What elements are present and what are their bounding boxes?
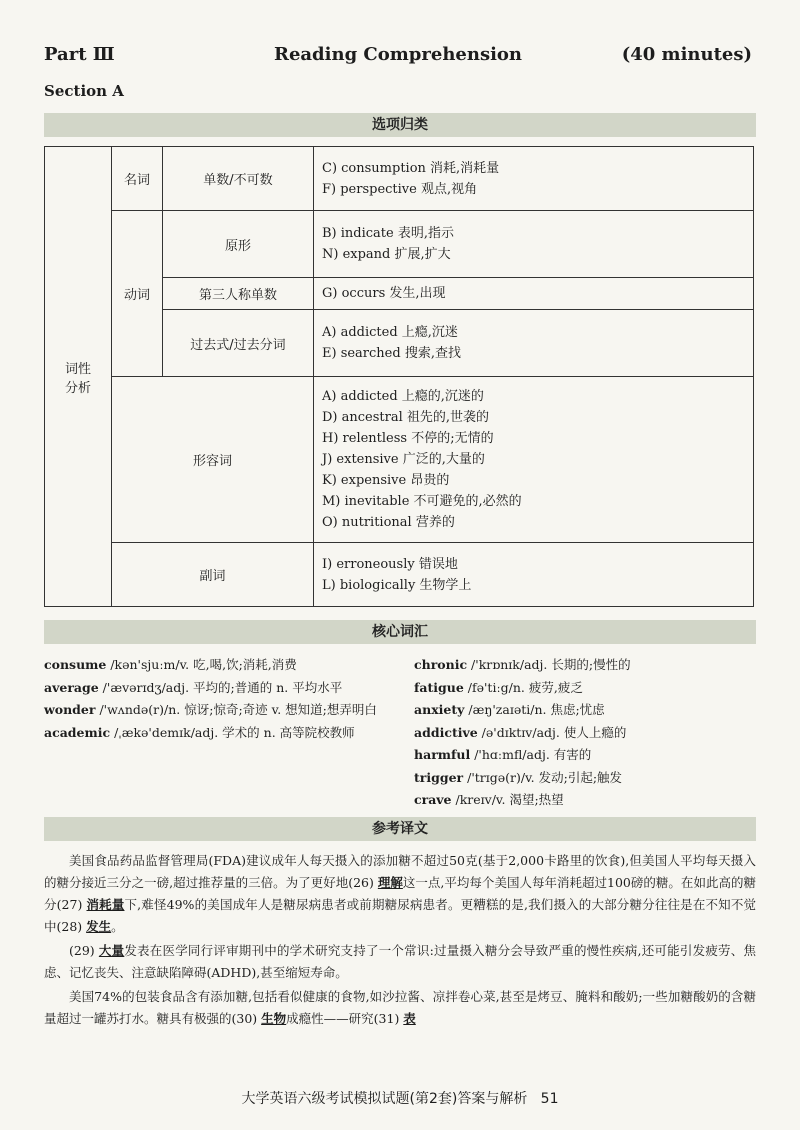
noun-label: 名词 bbox=[112, 147, 163, 211]
answer-31: 表 bbox=[403, 1011, 416, 1026]
translation-text: 这一点,平均每个美国人每年消耗超过100磅的糖。在如此高的糖分(27) bbox=[44, 875, 756, 912]
vocab-word: addictive bbox=[414, 724, 478, 740]
verb-label: 动词 bbox=[112, 211, 163, 377]
classification-table bbox=[44, 146, 754, 607]
translation-text: 。 bbox=[111, 919, 124, 934]
option-item: I) erroneously 错误地 bbox=[322, 556, 458, 572]
vocab-entry bbox=[414, 699, 754, 722]
vocab-entry bbox=[44, 677, 384, 700]
vocab-entry bbox=[44, 722, 384, 745]
vocab-entry bbox=[44, 654, 384, 677]
pos-analysis-label: 词性 分析 bbox=[45, 147, 112, 607]
page-footer: 大学英语六级考试模拟试题(第2套)答案与解析 51 bbox=[241, 1091, 559, 1107]
translation-text: 下,难怪49%的美国成年人是糖尿病患者或前期糖尿病患者。更糟糕的是,我们摄入的大部分糖分往往是在不知不觉中(28) bbox=[44, 897, 756, 934]
vocab-definition: /'krɒnɪk/adj. 长期的;慢性的 bbox=[467, 657, 631, 672]
part-label: Part Ⅲ bbox=[44, 44, 115, 65]
vocab-definition: /'wʌndə(r)/n. 惊讶;惊奇;奇迹 v. 想知道;想弄明白 bbox=[95, 702, 377, 717]
adverb-label: 副词 bbox=[112, 543, 314, 607]
vocab-word: academic bbox=[44, 724, 111, 740]
verb-sub-third-person: 第三人称单数 bbox=[163, 278, 314, 310]
vocab-definition: /'hɑːmfl/adj. 有害的 bbox=[470, 747, 592, 762]
answer-30: 生物 bbox=[261, 1011, 287, 1026]
option-item: E) searched 搜索,查找 bbox=[322, 346, 461, 361]
section-title: Reading Comprehension bbox=[273, 44, 523, 65]
option-item: N) expand 扩展,扩大 bbox=[322, 247, 451, 262]
vocab-definition: /'ævərɪdʒ/adj. 平均的;普通的 n. 平均水平 bbox=[98, 679, 343, 695]
vocab-word: wonder bbox=[44, 702, 96, 717]
answer-27: 消耗量 bbox=[86, 897, 125, 912]
vocab-entry bbox=[44, 699, 384, 722]
translation-text: 美国食品药品监督管理局(FDA)建议成年人每天摄入的添加糖不超过50克(基于2,000卡路里的饮食),但美国人平均每天摄入的糖分接近三分之一磅,超过推荐量的三倍。为了更好地(26) bbox=[44, 853, 756, 890]
answer-26: 理解 bbox=[377, 875, 403, 890]
vocab-column-left bbox=[44, 654, 384, 744]
verb-sub-past: 过去式/过去分词 bbox=[163, 310, 314, 377]
band-vocabulary: 核心词汇 bbox=[44, 620, 756, 644]
option-item: A) addicted 上瘾的,沉迷的 bbox=[322, 389, 484, 404]
vocab-word: crave bbox=[414, 792, 452, 807]
reference-translation bbox=[44, 850, 756, 1032]
answer-29: 大量 bbox=[98, 943, 125, 958]
option-item: C) consumption 消耗,消耗量 bbox=[322, 160, 500, 176]
option-item: G) occurs 发生,出现 bbox=[322, 286, 446, 301]
vocab-definition: /kreɪv/v. 渴望;热望 bbox=[451, 792, 564, 807]
vocab-word: chronic bbox=[414, 657, 468, 672]
vocab-entry bbox=[414, 722, 754, 745]
vocab-definition: /æŋ'zaɪəti/n. 焦虑;忧虑 bbox=[464, 702, 605, 717]
vocab-word: fatigue bbox=[414, 679, 464, 695]
vocab-definition: /fə'tiːg/n. 疲劳,疲乏 bbox=[463, 679, 583, 695]
translation-text: (29) bbox=[69, 943, 99, 958]
adjective-label: 形容词 bbox=[112, 377, 314, 543]
option-item: H) relentless 不停的;无情的 bbox=[322, 431, 494, 446]
noun-sub: 单数/不可数 bbox=[163, 147, 314, 211]
vocab-definition: /kən'sjuːm/v. 吃,喝,饮;消耗,消费 bbox=[106, 657, 297, 672]
vocab-word: average bbox=[44, 679, 99, 695]
section-label: Section A bbox=[44, 82, 124, 100]
vocab-word: harmful bbox=[414, 747, 471, 762]
vocab-word: anxiety bbox=[414, 702, 465, 717]
vocab-entry bbox=[414, 654, 754, 677]
adverb-options bbox=[314, 543, 754, 607]
translation-paragraph bbox=[44, 940, 756, 984]
time-limit: (40 minutes) bbox=[621, 44, 752, 65]
option-item: A) addicted 上瘾,沉迷 bbox=[322, 325, 458, 340]
verb-third-person-options bbox=[314, 278, 754, 310]
translation-text: 美国74%的包装食品含有添加糖,包括看似健康的食物,如沙拉酱、凉拌卷心菜,甚至是烤豆、腌料和酸奶;一些加糖酸奶的含糖量超过一罐苏打水。糖具有极强的(30) bbox=[44, 989, 756, 1026]
vocab-entry bbox=[414, 789, 754, 812]
translation-text: 发表在医学同行评审期刊中的学术研究支持了一个常识:过量摄入糖分会导致严重的慢性疾病,还可能引发疲劳、焦虑、记忆丧失、注意缺陷障碍(ADHD),甚至缩短寿命。 bbox=[44, 943, 756, 980]
option-item: D) ancestral 祖先的,世袭的 bbox=[322, 410, 490, 425]
translation-text: 成瘾性——研究(31) bbox=[286, 1011, 404, 1026]
verb-past-options bbox=[314, 310, 754, 377]
page-header bbox=[44, 44, 752, 70]
vocab-column-right bbox=[414, 654, 754, 812]
translation-paragraph bbox=[44, 850, 756, 938]
vocab-definition: /ə'dɪktɪv/adj. 使人上瘾的 bbox=[477, 724, 627, 740]
band-classification: 选项归类 bbox=[44, 113, 756, 137]
option-item: O) nutritional 营养的 bbox=[322, 515, 455, 530]
option-item: F) perspective 观点,视角 bbox=[322, 181, 478, 197]
vocab-word: trigger bbox=[414, 769, 464, 785]
vocab-entry bbox=[414, 744, 754, 767]
option-item: B) indicate 表明,指示 bbox=[322, 226, 454, 241]
band-translation: 参考译文 bbox=[44, 817, 756, 841]
verb-base-options bbox=[314, 211, 754, 278]
adjective-options bbox=[314, 377, 754, 543]
translation-paragraph bbox=[44, 986, 756, 1030]
option-item: K) expensive 昂贵的 bbox=[322, 473, 450, 488]
vocab-definition: /'trɪgə(r)/v. 发动;引起;触发 bbox=[463, 769, 623, 785]
noun-options bbox=[314, 147, 754, 211]
vocab-definition: /ˌækə'demɪk/adj. 学术的 n. 高等院校教师 bbox=[110, 724, 355, 740]
answer-28: 发生 bbox=[86, 919, 112, 934]
vocab-entry bbox=[414, 767, 754, 790]
option-item: J) extensive 广泛的,大量的 bbox=[322, 452, 485, 467]
option-item: L) biologically 生物学上 bbox=[322, 577, 472, 593]
verb-sub-base: 原形 bbox=[163, 211, 314, 278]
option-item: M) inevitable 不可避免的,必然的 bbox=[322, 494, 522, 509]
vocab-entry bbox=[414, 677, 754, 700]
vocab-word: consume bbox=[44, 657, 107, 672]
